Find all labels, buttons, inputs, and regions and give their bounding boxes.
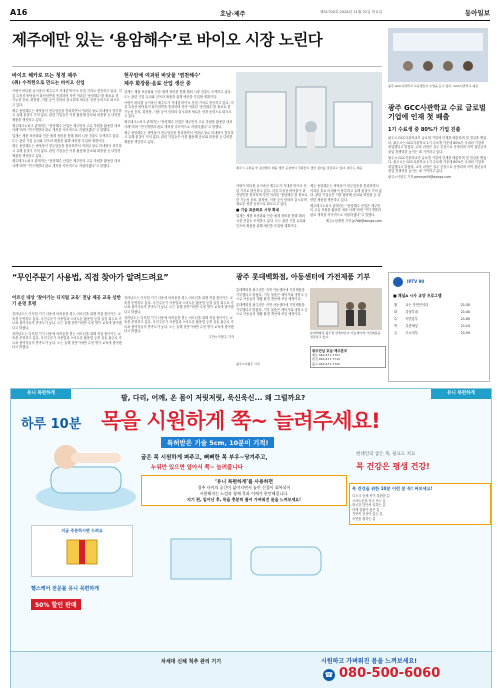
phone-number[interactable]: 080-500-6060 <box>339 666 441 681</box>
day-cell: 수 <box>394 317 398 321</box>
ad-ribbon: 하루 10분 <box>21 417 82 432</box>
ad-footer-left: 헬스케어 전문몰 유니 목편하게 <box>31 586 100 592</box>
lead-col-3 <box>236 184 308 229</box>
article3-photo-caption: 롯데백화점 광주점 관계자들이 아동센터에 가전제품을 전달하고 있다. <box>310 331 381 340</box>
sale-badge: 50% 할인 판매 <box>31 599 81 610</box>
ad-corner-tag: 유니 목편하게 <box>431 389 491 399</box>
lead-col-1 <box>12 72 122 170</box>
table-row <box>393 329 485 336</box>
ad-top-line: 팔, 다리, 어깨, 온 몸이 저릿저릿, 욱신욱신... 왜 그럴까요? <box>121 394 306 402</box>
time-cell: 21:00 <box>460 316 470 321</box>
article3-body-1: 롯데백화점 광주점은 지역 아동센터에 가전제품을 기부했다고 밝혔다. 기부 물품은 세탁기와 냉장고 등으로 아동들의 생활 환경 개선에 쓰일 예정이다. <box>236 288 308 302</box>
lead-photo-caption: 제주시 구좌읍 한 용암해수 제품 생산 공장에서 직원들이 생산 설비를 점검하고 있다. 제주도 제공 <box>236 166 363 170</box>
section-name: 호남·제주 <box>220 11 246 18</box>
contact-line-2: 편집 062-671-7710 <box>312 357 341 362</box>
lead-body-12: 제주테크노파크 관계자는 “용암해수 산업은 제주만의 고유 자원을 활용한 대표 사례”라며 “연구개발과 판로 개척을 지속적으로 지원하겠다”고 말했다. <box>310 203 381 217</box>
lead-body-11: 제주 용암해수는 바닷물이 현무암층을 통과하면서 여과된 물로 미네랄이 풍부하고 유해 물질이 거의 없다. 관련 기업들은 이를 활용해 음료와 화장품 등 다양한 제품을 생산하고 있다. <box>310 184 382 202</box>
ad-spec: 특허받은 기술 5cm, 10분이 기적! <box>161 437 274 448</box>
article2-body-2: 전라남도는 디지털 기기 사용에 어려움을 겪는 어르신을 위해 직접 찾아가는 교육을 운영하고 있다. 무인주문기 사용법과 스마트폰 활용법 등을 실습 위주로 가르쳐 참여자들의 만족도가 높다. 도는 올해 상반기에만 수천 명이 교육에 참여했다고 밝혔다. <box>12 331 122 350</box>
product-image <box>31 437 141 517</box>
lead-sub: ■ 기술 표준화로 시장 확대 <box>236 208 280 213</box>
right-photo <box>388 28 488 82</box>
check-item: 거북목 증상이 있는 분 <box>352 512 383 517</box>
contact-line-3: 광고 062-671-7720 <box>312 361 341 366</box>
masthead <box>10 6 490 20</box>
article3-headline: 광주 롯데백화점, 아동센터에 가전제품 기부 <box>236 273 371 281</box>
check-item: 장시간 앉아서 일하는 분 <box>352 503 386 508</box>
lead-body-8: 제주 용암해수는 바닷물이 현무암층을 통과하면서 여과된 물로 미네랄이 풍부하고 유해 물질이 거의 없다. 관련 기업들은 이를 활용해 음료와 화장품 등 다양한 제품을 생산하고 있다. <box>124 130 234 144</box>
lead-body-10: 업계는 제품 표준화와 인증 체계 정비를 통해 해외 시장 진출도 모색하고 있다. 도는 관련 기업 유치와 인프라 확충을 위해 예산을 투입할 계획이다. <box>236 214 306 228</box>
program-cell: 특종세상 <box>405 324 418 328</box>
lead-body-2: 제주 용암해수는 바닷물이 현무암층을 통과하면서 여과된 물로 미네랄이 풍부하고 유해 물질이 거의 없다. 관련 기업들은 이를 활용해 음료와 화장품 등 다양한 제품을 생산하고 있다. <box>12 108 122 122</box>
ad-footer-mid: 차세대 신체 척추 관리 기기 <box>161 659 222 665</box>
section-rule <box>12 266 382 267</box>
day-cell: 금 <box>394 331 398 335</box>
article2-deck: 어르신 대상 ‘찾아가는 디지털 교육’ 전남 제공 교육 상반기 운영 호평 <box>12 296 121 307</box>
ad-line-1: 굽은 목 시원하게 펴주고, 뻐뻐한 목 부우~당겨주고, <box>141 455 268 461</box>
ad-desc-4: 지기 편, 일어난 후, 목을 충분히 풀어 가벼워진 몸을 느껴보세요! <box>187 497 301 502</box>
ad-banner <box>10 388 492 688</box>
article2-body-1: 전라남도는 디지털 기기 사용에 어려움을 겪는 어르신을 위해 직접 찾아가는 교육을 운영하고 있다. 무인주문기 사용법과 스마트폰 활용법 등을 실습 위주로 가르쳐 참여자들의 만족도가 높다. 도는 올해 상반기에만 수천 명이 교육에 참여했다고 밝혔다. <box>12 312 122 330</box>
article2-body-3: 전라남도는 디지털 기기 사용에 어려움을 겪는 어르신을 위해 직접 찾아가는 교육을 운영하고 있다. 무인주문기 사용법과 스마트폰 활용법 등을 실습 위주로 가르쳐 참여자들의 만족도가 높다. 도는 올해 상반기에만 수천 명이 교육에 참여했다고 밝혔다. <box>124 296 234 314</box>
page-number: A16 <box>10 8 28 17</box>
program-cell: 나는 자연인이다 <box>405 303 429 307</box>
divider <box>12 66 382 67</box>
checklist <box>349 483 491 525</box>
day-cell: 목 <box>394 324 398 328</box>
lead-body-3: 제주테크노파크 관계자는 “용암해수 산업은 제주만의 고유 자원을 활용한 대표 사례”라며 “연구개발과 판로 개척을 지속적으로 지원하겠다”고 말했다. <box>12 123 121 133</box>
time-cell: 21:10 <box>460 323 470 328</box>
check-item: 스마트폰을 자주 보는 분 <box>352 498 386 503</box>
lead-kicker: 바이오 헤카로 뜨는 청정 제주 <box>12 73 77 79</box>
right-body-1: 광주시 GCC사관학교가 글로벌 기업에 인재를 배출하며 첫 결실을 맺었다. 광주시는 GCC사관학교 1기 수료생 가운데 80%가 국내외 기업에 취업했다고 밝혔다. 교육 과정은 실무 중심으로 운영되며 지역 청년들의 취업 경쟁력을 높이는 데 기여하고 있다. <box>388 136 487 154</box>
factory-photo <box>236 72 382 164</box>
right-photo-caption: 광주 GCC사관학교 교육생들이 수업을 듣고 있다. GCC사관학교 제공 <box>388 84 479 88</box>
lead-headline: 제주에만 있는 ‘용암해수’로 바이오 시장 노린다 <box>12 31 323 49</box>
program-cell: 도시어부 <box>405 331 418 335</box>
ad-line-2: 누워만 있으면 알아서 쭉~ 늘려줍니다 <box>151 465 243 471</box>
program-cell: 강철부대 <box>405 310 418 314</box>
neck-device-icon <box>31 437 141 517</box>
lead-intro: (취) 수적헌으로 만드는 바이오 산업 <box>12 81 85 87</box>
article2-headline: “무인주문기 사용법, 직접 찾아가 알려드려요” <box>12 273 169 282</box>
ad-desc-box <box>141 475 347 506</box>
lead-body-9: 사람이 바다를 들이마신 제주도가 거대한 바이오 산업 기지로 변신하고 있다. 지질 특성상 바닷물이 화산암반을 통과하며 자연 여과된 ‘용암해수’를 원료로 한 기능성 음료, 화장품, 식품 등이 잇따라 출시되며 새로운 성장 동력으로 떠오르고 있다. <box>236 184 308 207</box>
table-row <box>393 301 485 308</box>
right-body <box>388 136 488 181</box>
product-photo-2 <box>161 529 331 589</box>
right-body-2: 광주시 GCC사관학교가 글로벌 기업에 인재를 배출하며 첫 결실을 맺었다. 광주시는 GCC사관학교 1기 수료생 가운데 80%가 국내외 기업에 취업했다고 밝혔다. 교육 과정은 실무 중심으로 운영되며 지역 청년들의 취업 경쟁력을 높이는 데 기여하고 있다. <box>388 155 487 174</box>
gift-box <box>31 525 133 577</box>
ad-right-sub: 현대인의 굽은 목, 필요도 치료 <box>356 452 416 457</box>
contact-box <box>310 346 386 368</box>
article2-byline: 무안=이형주 기자 <box>208 335 234 340</box>
article3-byline: 광주=이형주 기자 <box>236 362 260 366</box>
check-item: 디스크 증세 목이 불편한 분 <box>352 494 390 498</box>
article2-body-col2 <box>124 296 234 341</box>
time-cell: 21:30 <box>460 302 470 307</box>
lead-byline: 제주=임재영 기자 jy788@donga.com <box>325 218 382 223</box>
checklist-title: 목 건강을 위한 10분 이런 분 꼭! 써보세요! <box>352 486 433 491</box>
right-byline: 광주=이형주 기자 peneye09@donga.com <box>388 175 452 180</box>
ad-desc-3: 시원해지는 느낌과 함께 목과 어깨가 편안해집니다. <box>199 491 289 496</box>
sidebar-ad <box>388 272 490 382</box>
lead-deck-2: 제주 화장품·음료 산업 생산 중 <box>124 81 191 88</box>
ad-footer-right-label: 시원하고 가벼워진 몸을 느껴보세요! <box>321 658 417 665</box>
lead-col-4 <box>310 184 382 224</box>
day-cell: 월 <box>394 303 398 307</box>
lead-col-2 <box>124 72 234 145</box>
phone-icon: ☎ <box>324 671 334 679</box>
issue-line: 제31700호 2024년 11월 21일 목요일 <box>320 10 383 14</box>
time-cell: 21:50 <box>460 330 470 335</box>
right-headline: 광주 GCC사관학교 수료 글로벌 기업에 인재 첫 배출 <box>388 104 486 121</box>
right-lead: 1기 수료생 중 80%가 기업 진출 <box>388 127 461 133</box>
ad-brand-tag: 유니 목편하게 <box>11 389 71 399</box>
lead-body-1: 사람이 바다를 들이마신 제주도가 거대한 바이오 산업 기지로 변신하고 있다. 지질 특성상 바닷물이 화산암반을 통과하며 자연 여과된 ‘용암해수’를 원료로 한 기능성 음료, 화장품, 식품 등이 잇따라 출시되며 새로운 성장 동력으로 떠오르고 있다. <box>12 89 122 107</box>
article2-body-4: 전라남도는 디지털 기기 사용에 어려움을 겪는 어르신을 위해 직접 찾아가는 교육을 운영하고 있다. 무인주문기 사용법과 스마트폰 활용법 등을 실습 위주로 가르쳐 참여자들의 만족도가 높다. 도는 올해 상반기에만 수천 명이 교육에 참여했다고 밝혔다. <box>124 315 234 334</box>
check-item: 숙면을 원하는 분 <box>352 516 376 521</box>
schedule-table <box>393 301 485 336</box>
table-row <box>393 322 485 329</box>
article3-photo <box>310 288 382 330</box>
lead-deck: 현무암에 여과된 바닷물 ‘염천해수’ <box>124 73 201 79</box>
donation-photo <box>310 288 382 330</box>
ad-desc-2: 경추 사이의 공간이 넓어지면서 눌린 신경이 회복되어 <box>197 485 291 490</box>
ad-right-title: 목 건강은 평생 건강! <box>356 462 430 471</box>
table-row <box>393 315 485 322</box>
ad-headline: 목을 시원하게 쭉~ 늘려주세요! <box>101 409 380 433</box>
lead-body-3b: 제주테크노파크 관계자는 “용암해수 산업은 제주만의 고유 자원을 활용한 대표 사례”라며 “연구개발과 판로 개척을 지속적으로 지원하겠다”고 말했다. <box>12 159 121 169</box>
lead-body-2b: 제주 용암해수는 바닷물이 현무암층을 통과하면서 여과된 물로 미네랄이 풍부하고 유해 물질이 거의 없다. 관련 기업들은 이를 활용해 음료와 화장품 등 다양한 제품을 생산하고 있다. <box>12 144 122 158</box>
lead-body-5: 업계는 제품 표준화와 인증 체계 정비를 통해 해외 시장 진출도 모색하고 있다. 도는 관련 기업 유치와 인프라 확충을 위해 예산을 투입할 계획이다. <box>124 90 232 99</box>
ad-desc-1: ‘유니 목편하게’를 사용하면 <box>215 480 273 485</box>
table-row <box>393 308 485 315</box>
gift-label: 지금 주문하시면 드려요 <box>61 528 103 533</box>
paper-name: 동아일보 <box>464 9 490 17</box>
contact-line-1: 제보 062-671-7701 <box>312 353 341 357</box>
article3-body <box>236 288 308 318</box>
tv-logo <box>393 277 403 287</box>
gift-icon <box>32 534 132 570</box>
contact-box-title: 광주전남 호남·제주본부 <box>312 349 348 353</box>
program-cell: 서민갑부 <box>405 317 418 321</box>
time-cell: 21:40 <box>460 309 470 314</box>
sidebar-title: ■ 채널A 시사 교양 프로그램 <box>393 293 442 298</box>
masthead-rule <box>10 20 490 21</box>
article3-body-2: 롯데백화점 광주점은 지역 아동센터에 가전제품을 기부했다고 밝혔다. 기부 물품은 세탁기와 냉장고 등으로 아동들의 생활 환경 개선에 쓰일 예정이다. <box>236 302 308 317</box>
ad-bottom-bar <box>11 651 491 688</box>
check-item: 어깨 결림이 잦은 분 <box>352 507 380 512</box>
day-cell: 화 <box>394 310 398 314</box>
classroom-photo <box>388 28 488 82</box>
lead-body-6: 사람이 바다를 들이마신 제주도가 거대한 바이오 산업 기지로 변신하고 있다. 지질 특성상 바닷물이 화산암반을 통과하며 자연 여과된 ‘용암해수’를 원료로 한 기능성 음료, 화장품, 식품 등이 잇따라 출시되며 새로운 성장 동력으로 떠오르고 있다. <box>124 100 234 119</box>
lead-body-4: 업계는 제품 표준화와 인증 체계 정비를 통해 해외 시장 진출도 모색하고 있다. 도는 관련 기업 유치와 인프라 확충을 위해 예산을 투입할 계획이다. <box>12 134 120 143</box>
lead-body-7: 제주테크노파크 관계자는 “용암해수 산업은 제주만의 고유 자원을 활용한 대표 사례”라며 “연구개발과 판로 개척을 지속적으로 지원하겠다”고 말했다. <box>124 120 233 129</box>
device-box-icon <box>161 529 331 589</box>
lead-photo <box>236 72 382 164</box>
article2-body <box>12 312 122 351</box>
iptv-badge: IPTV 90 <box>407 279 425 284</box>
